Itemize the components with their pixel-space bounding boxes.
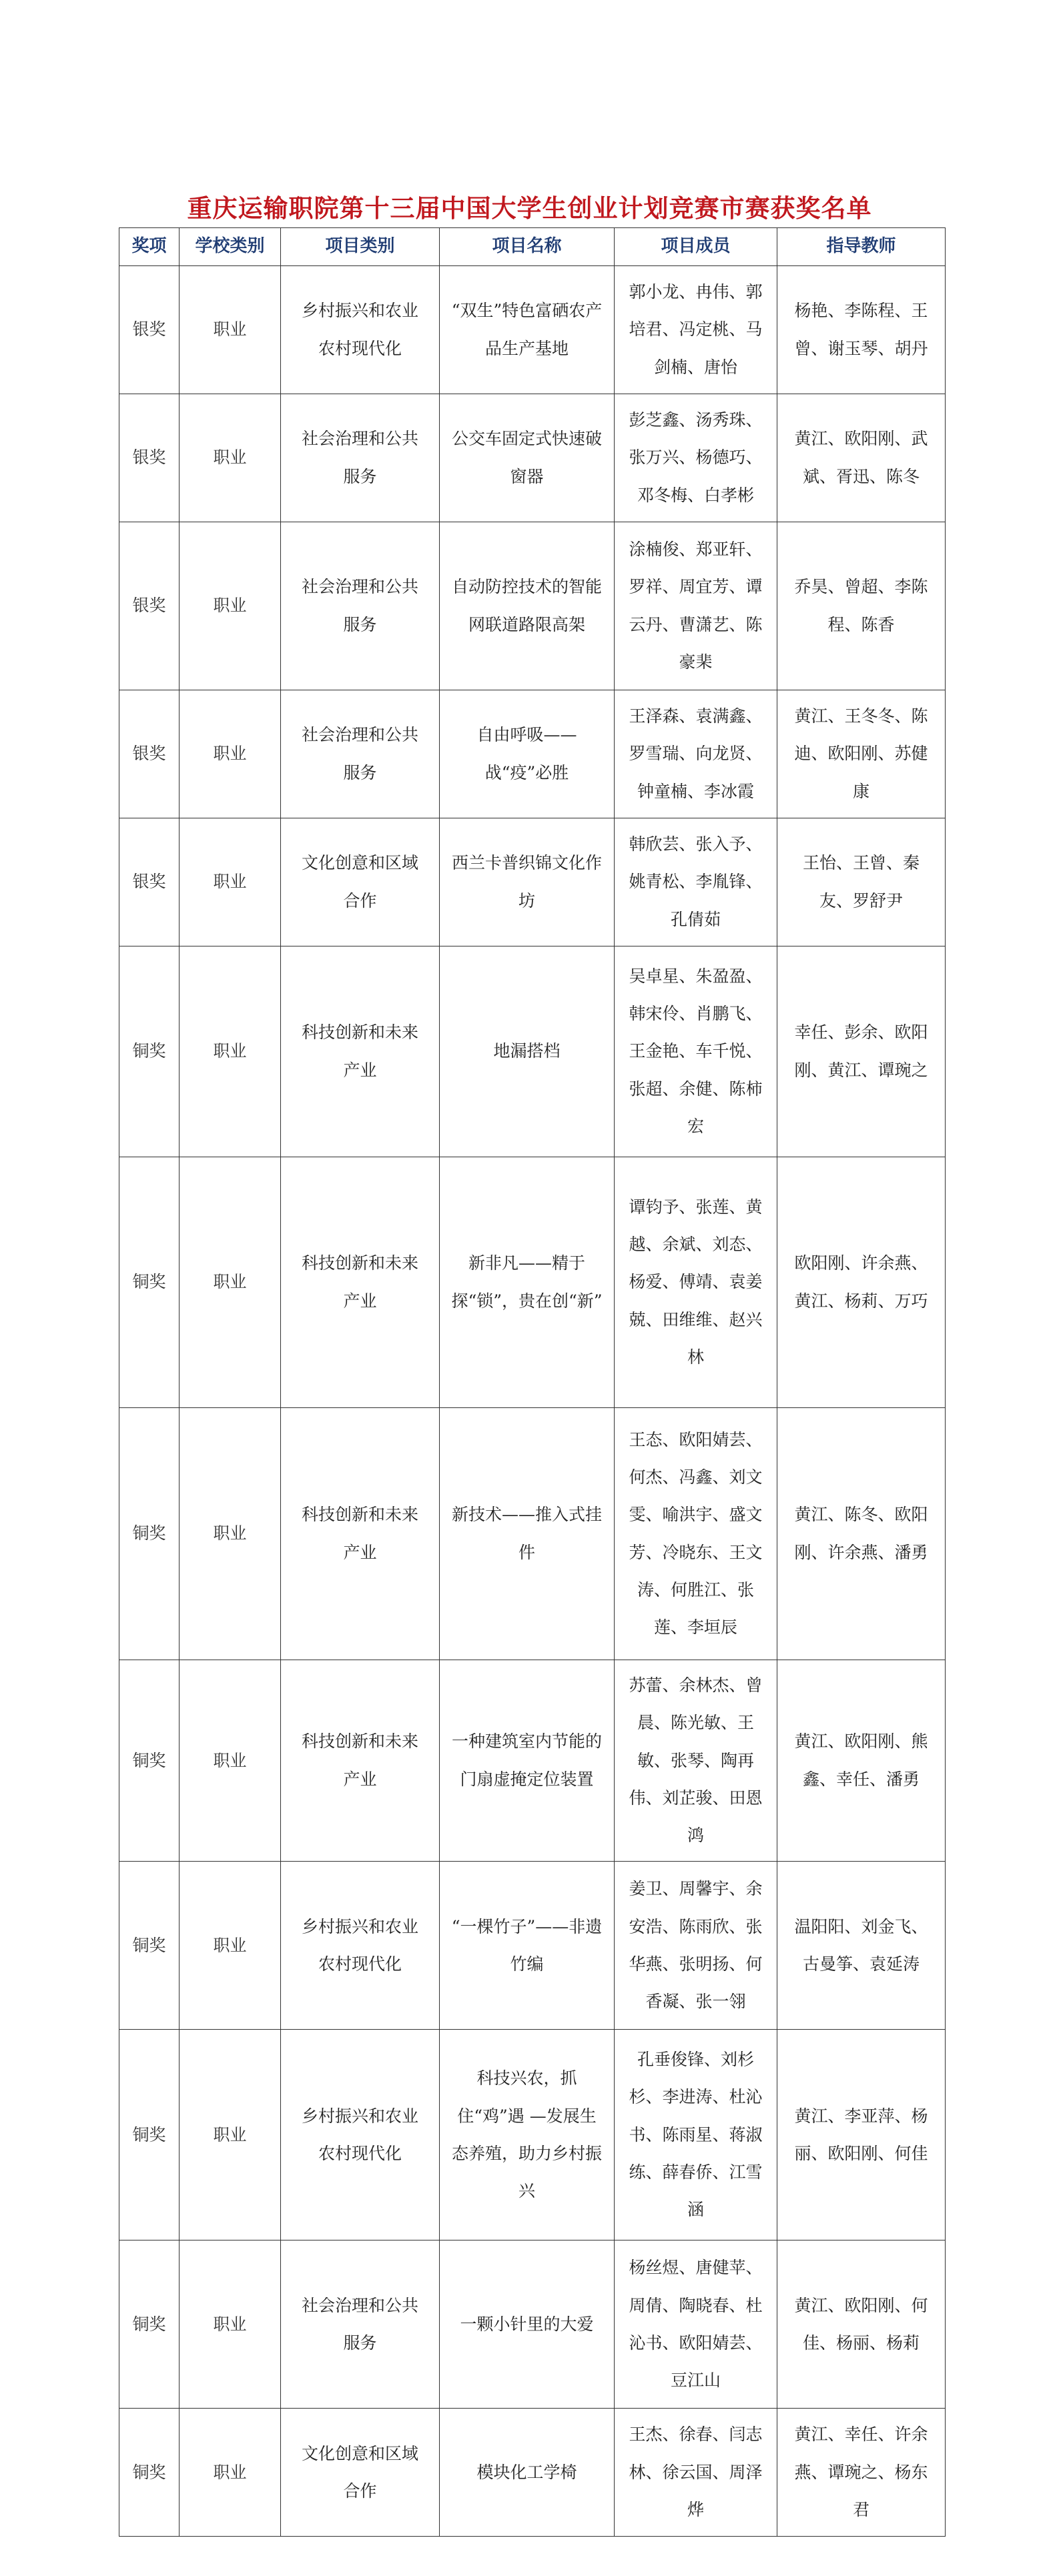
- project-name-cell: 新非凡——精于探“锁”，贵在创“新”: [440, 1157, 615, 1408]
- award-cell: 银奖: [119, 690, 180, 818]
- document-title: 重庆运输职院第十三届中国大学生创业计划竞赛市赛获奖名单: [187, 193, 872, 223]
- header-project-name: 项目名称: [440, 228, 615, 266]
- advisors-cell: 黄江、王冬冬、陈迪、欧阳刚、苏健康: [777, 690, 946, 818]
- project-name-cell: 科技兴农，抓住“鸡”遇 —发展生态养殖，助力乡村振兴: [440, 2030, 615, 2240]
- school-type-cell: 职业: [180, 946, 281, 1157]
- school-type-cell: 职业: [180, 522, 281, 690]
- table-row: [119, 394, 946, 522]
- award-cell: 铜奖: [119, 1660, 180, 1862]
- school-type-cell: 职业: [180, 2409, 281, 2537]
- category-cell: 科技创新和未来产业: [281, 1157, 440, 1408]
- table-row: [119, 690, 946, 818]
- category-cell: 科技创新和未来产业: [281, 946, 440, 1157]
- school-type-cell: 职业: [180, 1660, 281, 1862]
- project-name-cell: 一颗小针里的大爱: [440, 2240, 615, 2409]
- members-cell: 王态、欧阳婧芸、何杰、冯鑫、刘文雯、喻洪宇、盛文芳、冷晓东、王文涛、何胜江、张莲、李垣辰: [615, 1408, 777, 1660]
- table-row: [119, 2240, 946, 2409]
- table-row: [119, 1408, 946, 1660]
- award-cell: 铜奖: [119, 1408, 180, 1660]
- advisors-cell: 黄江、欧阳刚、武斌、胥迅、陈冬: [777, 394, 946, 522]
- category-cell: 乡村振兴和农业农村现代化: [281, 1862, 440, 2030]
- category-cell: 社会治理和公共服务: [281, 2240, 440, 2409]
- award-cell: 银奖: [119, 266, 180, 394]
- table-row: [119, 266, 946, 394]
- school-type-cell: 职业: [180, 266, 281, 394]
- header-advisors: 指导教师: [777, 228, 946, 266]
- school-type-cell: 职业: [180, 2030, 281, 2240]
- advisors-cell: 杨艳、李陈程、王曾、谢玉琴、胡丹: [777, 266, 946, 394]
- category-cell: 科技创新和未来产业: [281, 1408, 440, 1660]
- category-cell: 社会治理和公共服务: [281, 690, 440, 818]
- table-header-row: [119, 228, 946, 266]
- school-type-cell: 职业: [180, 394, 281, 522]
- award-cell: 银奖: [119, 394, 180, 522]
- category-cell: 乡村振兴和农业农村现代化: [281, 2030, 440, 2240]
- project-name-cell: 公交车固定式快速破窗器: [440, 394, 615, 522]
- advisors-cell: 王怡、王曾、秦友、罗舒尹: [777, 818, 946, 946]
- members-cell: 王杰、徐春、闫志林、徐云国、周泽烨: [615, 2409, 777, 2537]
- table-row: [119, 2409, 946, 2537]
- members-cell: 韩欣芸、张入予、姚青松、李胤锋、孔倩茹: [615, 818, 777, 946]
- header-school-type: 学校类别: [180, 228, 281, 266]
- table-row: [119, 2030, 946, 2240]
- award-cell: 铜奖: [119, 2240, 180, 2409]
- award-cell: 铜奖: [119, 1157, 180, 1408]
- project-name-cell: 模块化工学椅: [440, 2409, 615, 2537]
- award-cell: 铜奖: [119, 946, 180, 1157]
- award-cell: 铜奖: [119, 2409, 180, 2537]
- members-cell: 郭小龙、冉伟、郭培君、冯定桃、马剑楠、唐怡: [615, 266, 777, 394]
- table-row: [119, 1157, 946, 1408]
- category-cell: 文化创意和区域合作: [281, 818, 440, 946]
- advisors-cell: 乔昊、曾超、李陈程、陈香: [777, 522, 946, 690]
- category-cell: 乡村振兴和农业农村现代化: [281, 266, 440, 394]
- advisors-cell: 黄江、幸任、许余燕、谭琬之、杨东君: [777, 2409, 946, 2537]
- school-type-cell: 职业: [180, 1408, 281, 1660]
- advisors-cell: 欧阳刚、许余燕、黄江、杨莉、万巧: [777, 1157, 946, 1408]
- table-row: [119, 522, 946, 690]
- school-type-cell: 职业: [180, 1157, 281, 1408]
- project-name-cell: 西兰卡普织锦文化作坊: [440, 818, 615, 946]
- table-row: [119, 1862, 946, 2030]
- members-cell: 彭芝鑫、汤秀珠、张万兴、杨德巧、邓冬梅、白孝彬: [615, 394, 777, 522]
- project-name-cell: “一棵竹子”——非遗竹编: [440, 1862, 615, 2030]
- members-cell: 吴卓星、朱盈盈、韩宋伶、肖鹏飞、王金艳、车千悦、张超、余健、陈柿宏: [615, 946, 777, 1157]
- members-cell: 杨丝煜、唐健苹、周倩、陶晓春、杜沁书、欧阳婧芸、豆江山: [615, 2240, 777, 2409]
- project-name-cell: 自由呼吸——战“疫”必胜: [440, 690, 615, 818]
- category-cell: 社会治理和公共服务: [281, 522, 440, 690]
- header-award: 奖项: [119, 228, 180, 266]
- category-cell: 科技创新和未来产业: [281, 1660, 440, 1862]
- advisors-cell: 幸任、彭余、欧阳刚、黄江、谭琬之: [777, 946, 946, 1157]
- award-table: [119, 227, 946, 2537]
- school-type-cell: 职业: [180, 2240, 281, 2409]
- members-cell: 孔垂俊锋、刘杉杉、李进涛、杜沁书、陈雨星、蒋淑练、薛春侨、江雪涵: [615, 2030, 777, 2240]
- header-project-category: 项目类别: [281, 228, 440, 266]
- project-name-cell: 地漏搭档: [440, 946, 615, 1157]
- table-row: [119, 946, 946, 1157]
- award-cell: 铜奖: [119, 1862, 180, 2030]
- advisors-cell: 黄江、欧阳刚、熊鑫、幸任、潘勇: [777, 1660, 946, 1862]
- project-name-cell: 一种建筑室内节能的门扇虚掩定位装置: [440, 1660, 615, 1862]
- school-type-cell: 职业: [180, 1862, 281, 2030]
- project-name-cell: “双生”特色富硒农产品生产基地: [440, 266, 615, 394]
- award-cell: 铜奖: [119, 2030, 180, 2240]
- table-row: [119, 1660, 946, 1862]
- advisors-cell: 温阳阳、刘金飞、古曼筝、袁延涛: [777, 1862, 946, 2030]
- members-cell: 谭钧予、张莲、黄越、余斌、刘态、杨爱、傅靖、袁姜兢、田维维、赵兴林: [615, 1157, 777, 1408]
- header-project-members: 项目成员: [615, 228, 777, 266]
- project-name-cell: 自动防控技术的智能网联道路限高架: [440, 522, 615, 690]
- advisors-cell: 黄江、陈冬、欧阳刚、许余燕、潘勇: [777, 1408, 946, 1660]
- category-cell: 文化创意和区域合作: [281, 2409, 440, 2537]
- advisors-cell: 黄江、欧阳刚、何佳、杨丽、杨莉: [777, 2240, 946, 2409]
- school-type-cell: 职业: [180, 690, 281, 818]
- category-cell: 社会治理和公共服务: [281, 394, 440, 522]
- members-cell: 涂楠俊、郑亚轩、罗祥、周宜芳、谭云丹、曹潇艺、陈豪棐: [615, 522, 777, 690]
- school-type-cell: 职业: [180, 818, 281, 946]
- members-cell: 姜卫、周馨宇、余安浩、陈雨欣、张华燕、张明扬、何香凝、张一翎: [615, 1862, 777, 2030]
- members-cell: 苏蕾、余林杰、曾晨、陈光敏、王敏、张琴、陶再伟、刘芷骏、田恩鸿: [615, 1660, 777, 1862]
- award-cell: 银奖: [119, 522, 180, 690]
- members-cell: 王泽森、袁满鑫、罗雪瑞、向龙贤、钟童楠、李冰霞: [615, 690, 777, 818]
- project-name-cell: 新技术——推入式挂件: [440, 1408, 615, 1660]
- advisors-cell: 黄江、李亚萍、杨丽、欧阳刚、何佳: [777, 2030, 946, 2240]
- award-cell: 银奖: [119, 818, 180, 946]
- table-row: [119, 818, 946, 946]
